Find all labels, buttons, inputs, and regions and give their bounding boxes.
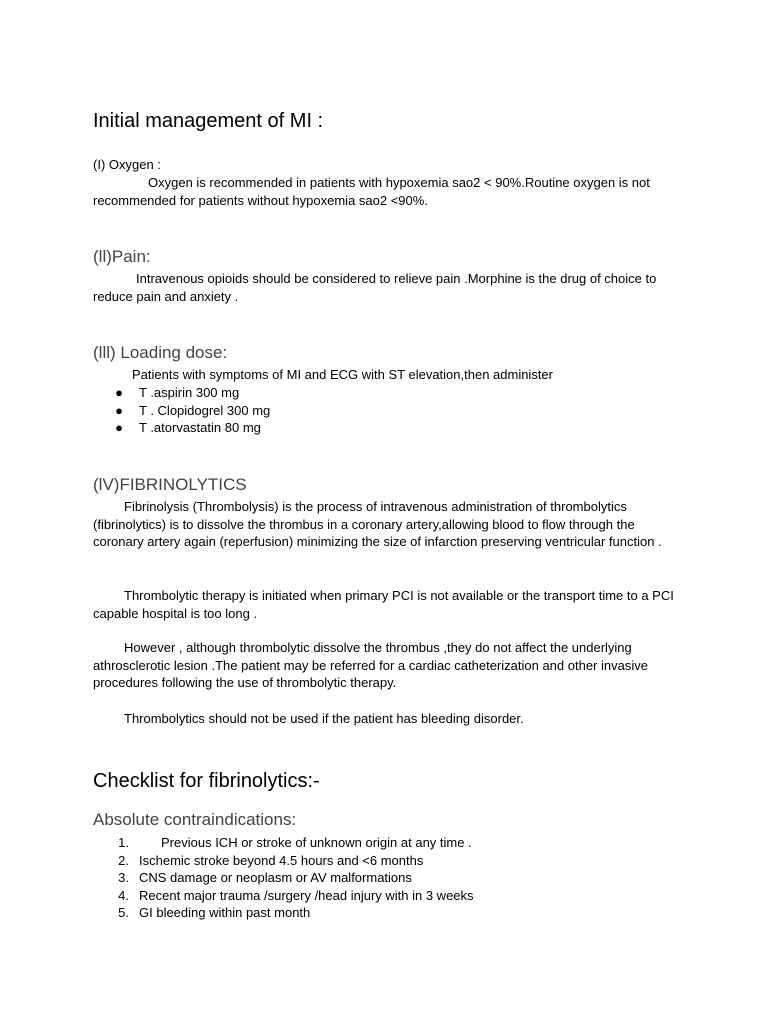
absolute-contraindications-heading: Absolute contraindications: <box>93 810 297 829</box>
pain-heading: (ll)Pain: <box>93 247 151 266</box>
fibrinolytics-paragraph-1: Fibrinolysis (Thrombolysis) is the process of intravenous administration of thrombolytics (fibrinolytics) is to dissolve the thrombus in a coronary artery,allowing blood to flow through the coronary artery again (reperfusion) minimizing the size of infarction preserving ventricular function . <box>93 499 662 549</box>
page-title: Initial management of MI : <box>93 110 324 132</box>
oxygen-label: (I) Oxygen : <box>93 157 161 172</box>
loading-dose-heading: (lll) Loading dose: <box>93 343 228 362</box>
loading-dose-intro: Patients with symptoms of MI and ECG with ST elevation,then administer <box>132 367 553 382</box>
fibrinolytics-heading: (lV)FIBRINOLYTICS <box>93 475 247 494</box>
fibrinolytics-paragraph-3: However , although thrombolytic dissolve the thrombus ,they do not affect the underlying athrosclerotic lesion .The patient may be referred for a cardiac catheterization and other invasive procedures following the use of thrombolytic therapy. <box>93 640 648 690</box>
bullet-icon: ● <box>115 385 123 400</box>
checklist-title: Checklist for fibrinolytics:- <box>93 770 320 792</box>
bullet-icon: ● <box>115 420 123 435</box>
pain-paragraph: Intravenous opioids should be considered to relieve pain .Morphine is the drug of choice to reduce pain and anxiety . <box>93 271 657 304</box>
fibrinolytics-paragraph-4: Thrombolytics should not be used if the patient has bleeding disorder. <box>124 711 524 726</box>
bullet-icon: ● <box>115 402 123 418</box>
oxygen-paragraph: Oxygen is recommended in patients with hypoxemia sao2 < 90%.Routine oxygen is not recommended for patients without hypoxemia sao2 <90%. <box>93 175 650 208</box>
fibrinolytics-paragraph-2: Thrombolytic therapy is initiated when primary PCI is not available or the transport time to a PCI capable hospital is too long . <box>93 588 674 621</box>
